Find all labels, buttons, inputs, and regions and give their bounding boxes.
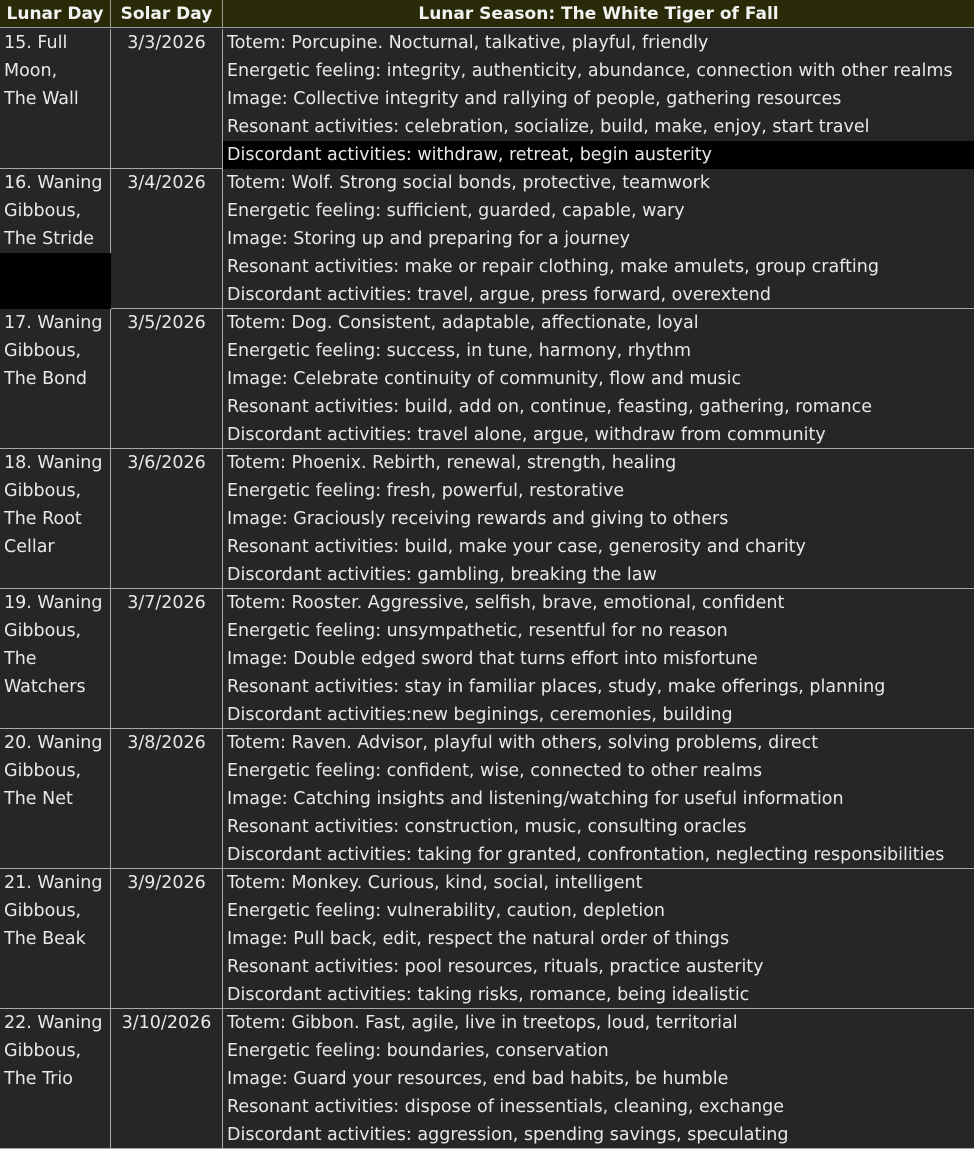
solar-day-value: 3/6/2026	[127, 453, 206, 473]
table-row	[0, 589, 974, 729]
lunar-day-line: Moon,	[4, 61, 58, 81]
lunar-day-line: The Beak	[4, 929, 86, 949]
description-line: Image: Collective integrity and rallying of people, gathering resources	[227, 89, 842, 109]
header-lunar-day[interactable]: Lunar Day	[0, 0, 111, 28]
lunar-day-line: The Stride	[4, 229, 95, 249]
description-cell[interactable]	[223, 869, 974, 1008]
description-line: Resonant activities: stay in familiar places, study, make offerings, planning	[227, 677, 886, 697]
lunar-day-line	[0, 1121, 110, 1149]
lunar-day-line: Gibbous,	[4, 761, 82, 781]
description-line: Discordant activities:new beginings, ceremonies, building	[227, 705, 733, 725]
lunar-day-line	[0, 113, 110, 141]
lunar-day-line	[0, 421, 110, 449]
lunar-day-line: Gibbous,	[4, 901, 82, 921]
lunar-day-line	[0, 141, 110, 169]
description-line: Discordant activities: travel alone, argue, withdraw from community	[227, 425, 826, 445]
lunar-day-line: 18. Waning	[4, 453, 103, 473]
lunar-day-line: 21. Waning	[4, 873, 103, 893]
solar-day-cell[interactable]	[111, 729, 223, 868]
description-cell[interactable]	[223, 589, 974, 728]
lunar-day-line: The Root	[4, 509, 82, 529]
lunar-day-line: The Trio	[4, 1069, 73, 1089]
description-line: Energetic feeling: success, in tune, harmony, rhythm	[227, 341, 692, 361]
filled-cell	[0, 253, 111, 281]
lunar-day-line	[0, 1093, 110, 1121]
description-cell[interactable]	[223, 729, 974, 868]
solar-day-value: 3/8/2026	[127, 733, 206, 753]
description-line: Resonant activities: build, add on, continue, feasting, gathering, romance	[227, 397, 872, 417]
description-line: Resonant activities: dispose of inessentials, cleaning, exchange	[227, 1097, 784, 1117]
lunar-day-cell[interactable]	[0, 869, 111, 1008]
description-line: Energetic feeling: vulnerability, caution, depletion	[227, 901, 666, 921]
lunar-day-line: Gibbous,	[4, 201, 82, 221]
lunar-day-line: The	[4, 649, 37, 669]
solar-day-cell[interactable]	[111, 589, 223, 728]
description-line: Discordant activities: taking risks, romance, being idealistic	[227, 985, 750, 1005]
lunar-day-line: The Wall	[4, 89, 79, 109]
description-line: Energetic feeling: boundaries, conservation	[227, 1041, 609, 1061]
solar-day-value: 3/4/2026	[127, 173, 206, 193]
description-cell[interactable]	[223, 309, 974, 448]
description-line: Image: Storing up and preparing for a journey	[227, 229, 631, 249]
lunar-day-line	[0, 393, 110, 421]
solar-day-cell[interactable]	[111, 309, 223, 448]
lunar-day-cell[interactable]	[0, 309, 111, 448]
solar-day-value: 3/10/2026	[121, 1013, 212, 1033]
description-line: Image: Celebrate continuity of community, flow and music	[227, 369, 742, 389]
description-cell[interactable]	[223, 1009, 974, 1148]
description-line: Totem: Wolf. Strong social bonds, protective, teamwork	[227, 173, 710, 193]
lunar-day-cell[interactable]	[0, 29, 111, 168]
table-row	[0, 309, 974, 449]
description-line: Resonant activities: construction, music, consulting oracles	[227, 817, 747, 837]
description-line: Totem: Porcupine. Nocturnal, talkative, playful, friendly	[227, 33, 709, 53]
lunar-day-line: Cellar	[4, 537, 55, 557]
solar-day-value: 3/5/2026	[127, 313, 206, 333]
lunar-day-line: Watchers	[4, 677, 86, 697]
solar-day-value: 3/9/2026	[127, 873, 206, 893]
filled-cell	[0, 281, 111, 309]
description-line: Totem: Monkey. Curious, kind, social, intelligent	[227, 873, 643, 893]
solar-day-cell[interactable]	[111, 869, 223, 1008]
description-line: Totem: Phoenix. Rebirth, renewal, strength, healing	[227, 453, 677, 473]
description-line: Totem: Rooster. Aggressive, selfish, brave, emotional, confident	[227, 593, 785, 613]
description-line: Energetic feeling: confident, wise, connected to other realms	[227, 761, 763, 781]
lunar-day-cell[interactable]	[0, 449, 111, 588]
description-line: Resonant activities: build, make your case, generosity and charity	[227, 537, 806, 557]
description-line: Resonant activities: make or repair clothing, make amulets, group crafting	[227, 257, 879, 277]
lunar-day-line	[0, 561, 110, 589]
description-line: Totem: Gibbon. Fast, agile, live in treetops, loud, territorial	[227, 1013, 738, 1033]
table-row	[0, 869, 974, 1009]
solar-day-value: 3/3/2026	[127, 33, 206, 53]
lunar-day-cell[interactable]	[0, 589, 111, 728]
lunar-day-line: Gibbous,	[4, 1041, 82, 1061]
description-line: Totem: Raven. Advisor, playful with others, solving problems, direct	[227, 733, 819, 753]
description-cell[interactable]	[223, 29, 974, 168]
lunar-day-line: 20. Waning	[4, 733, 103, 753]
description-line: Resonant activities: pool resources, rituals, practice austerity	[227, 957, 764, 977]
lunar-day-line: 15. Full	[4, 33, 68, 53]
table-row	[0, 729, 974, 869]
solar-day-cell[interactable]	[111, 29, 223, 168]
description-line: Discordant activities: aggression, spending savings, speculating	[227, 1125, 789, 1145]
description-line: Image: Guard your resources, end bad habits, be humble	[227, 1069, 729, 1089]
description-cell[interactable]	[223, 449, 974, 588]
description-line: Image: Pull back, edit, respect the natural order of things	[227, 929, 730, 949]
description-line: Discordant activities: gambling, breaking the law	[227, 565, 657, 585]
description-line: Totem: Dog. Consistent, adaptable, affectionate, loyal	[227, 313, 699, 333]
table-row	[0, 29, 974, 169]
description-line: Resonant activities: celebration, socialize, build, make, enjoy, start travel	[227, 117, 870, 137]
description-line: Energetic feeling: unsympathetic, resentful for no reason	[227, 621, 728, 641]
description-cell[interactable]	[223, 169, 974, 308]
lunar-day-line: Gibbous,	[4, 621, 82, 641]
description-line: Image: Catching insights and listening/watching for useful information	[227, 789, 844, 809]
description-line: Discordant activities: taking for granted, confrontation, neglecting responsibilities	[227, 845, 945, 865]
lunar-day-cell[interactable]	[0, 169, 111, 308]
table-row	[0, 1009, 974, 1149]
lunar-day-line: Gibbous,	[4, 341, 82, 361]
lunar-day-line: The Net	[4, 789, 73, 809]
lunar-day-cell[interactable]	[0, 1009, 111, 1148]
description-line: Discordant activities: withdraw, retreat, begin austerity	[223, 141, 974, 169]
lunar-day-line	[0, 813, 110, 841]
lunar-day-line	[0, 841, 110, 869]
lunar-day-line: 17. Waning	[4, 313, 103, 333]
header-lunar-season[interactable]: Lunar Season: The White Tiger of Fall	[223, 0, 974, 28]
description-line: Energetic feeling: sufficient, guarded, capable, wary	[227, 201, 685, 221]
description-line: Discordant activities: travel, argue, press forward, overextend	[227, 285, 771, 305]
lunar-day-line: The Bond	[4, 369, 88, 389]
description-line: Energetic feeling: integrity, authenticity, abundance, connection with other realms	[227, 61, 953, 81]
solar-day-value: 3/7/2026	[127, 593, 206, 613]
lunar-day-line: 22. Waning	[4, 1013, 103, 1033]
solar-day-cell[interactable]	[111, 449, 223, 588]
lunar-day-cell[interactable]	[0, 729, 111, 868]
lunar-day-line	[0, 953, 110, 981]
header-solar-day[interactable]: Solar Day	[111, 0, 223, 28]
lunar-day-line	[0, 701, 110, 729]
description-line: Image: Graciously receiving rewards and giving to others	[227, 509, 729, 529]
table-row	[0, 449, 974, 589]
lunar-day-line: 16. Waning	[4, 173, 103, 193]
description-line: Image: Double edged sword that turns effort into misfortune	[227, 649, 758, 669]
lunar-day-line	[0, 981, 110, 1009]
lunar-day-line: Gibbous,	[4, 481, 82, 501]
table-row	[0, 169, 974, 309]
lunar-day-line: 19. Waning	[4, 593, 103, 613]
solar-day-cell[interactable]	[111, 169, 223, 308]
solar-day-cell[interactable]	[111, 1009, 223, 1148]
description-line: Energetic feeling: fresh, powerful, restorative	[227, 481, 625, 501]
